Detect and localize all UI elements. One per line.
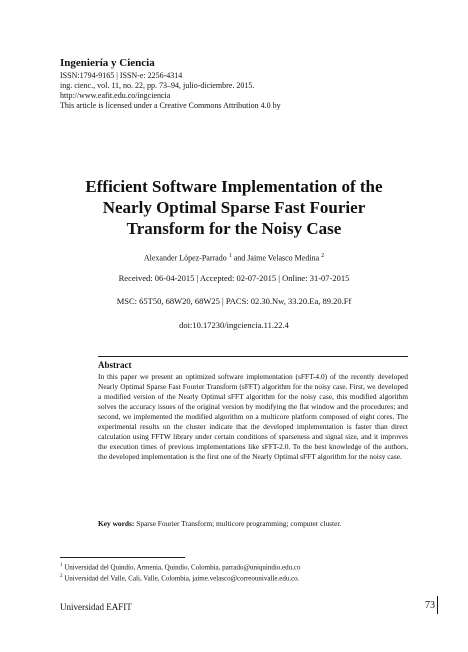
title-line-3: Transform for the Noisy Case	[126, 219, 342, 238]
keywords-label: Key words:	[98, 519, 135, 528]
author-2-mark[interactable]: 2	[321, 253, 325, 259]
doi[interactable]: doi:10.17230/ingciencia.11.22.4	[179, 320, 289, 330]
footer-publisher: Universidad EAFIT	[60, 602, 132, 612]
abstract-body: In this paper we present an optimized software implementation (sFFT-4.0) of the recently developed Nearly Optimal Sparse Fast Fourier Transform (sFFT) algorithm for the noisy case. First, we developed a modified version of the Nearly Optimal sFFT algorithm for the noisy case, this modified algorithm solves the accuracy issues of the original version by modifying the flat window and the procedures; and second, we implemented the modified algorithm on a multicore platform composed of eight cores. The experimental results on the cluster indicate that the developed implementation is faster than direct calculation using FFTW library under certain conditions of sparseness and signal size, and it improves the execution times of previous implementations like sFFT-2.0. To the best knowledge of the authors, the developed implementation is the first one of the Nearly Optimal sFFT algorithm for the noisy case.	[98, 372, 408, 461]
author-1-mark[interactable]: 1	[228, 253, 232, 259]
footnote-1	[60, 561, 301, 572]
journal-url[interactable]: http://www.eafit.edu.co/ingciencia	[60, 91, 171, 100]
journal-citation: ing. cienc., vol. 11, no. 22, pp. 73–94, julio-diciembre. 2015.	[60, 81, 255, 90]
journal-issn: ISSN:1794-9165 | ISSN-e: 2256-4314	[60, 71, 183, 80]
title-line-1: Efficient Software Implementation of the	[85, 177, 383, 196]
journal-header	[60, 57, 420, 111]
page-number-bar	[437, 596, 438, 614]
authors	[40, 251, 428, 264]
classification-codes: MSC: 65T50, 68W20, 68W25 | PACS: 02.30.Nw, 33.20.Ea, 89.20.Ff	[116, 296, 352, 306]
footnote-divider	[60, 557, 185, 558]
journal-license: This article is licensed under a Creative Commons Attribution 4.0 by	[60, 101, 281, 110]
author-2: and Jaime Velasco Medina	[233, 253, 320, 263]
author-1: Alexander López-Parrado	[143, 253, 227, 263]
footnote-1-text: Universidad del Quindío, Armenia, Quindío, Colombia, parrado@uniquindio.edu.co	[64, 563, 301, 572]
publication-dates: Received: 06-04-2015 | Accepted: 02-07-2015 | Online: 31-07-2015	[118, 273, 350, 283]
keywords	[98, 519, 408, 529]
article-title	[40, 176, 428, 239]
abstract-divider	[98, 356, 408, 357]
journal-name: Ingeniería y Ciencia	[60, 57, 155, 69]
abstract-heading: Abstract	[98, 360, 132, 370]
keywords-list: Sparse Fourier Transform; multicore programming; computer cluster.	[136, 519, 342, 528]
page-number: 73	[425, 600, 435, 611]
footnote-2-mark: 2	[60, 574, 63, 579]
title-line-2: Nearly Optimal Sparse Fast Fourier	[102, 198, 366, 217]
footnote-1-mark: 1	[60, 563, 63, 568]
footnote-2	[60, 572, 299, 583]
footnote-2-text: Universidad del Valle, Cali, Valle, Colombia, jaime.velasco@correounivalle.edu.co.	[64, 574, 300, 583]
